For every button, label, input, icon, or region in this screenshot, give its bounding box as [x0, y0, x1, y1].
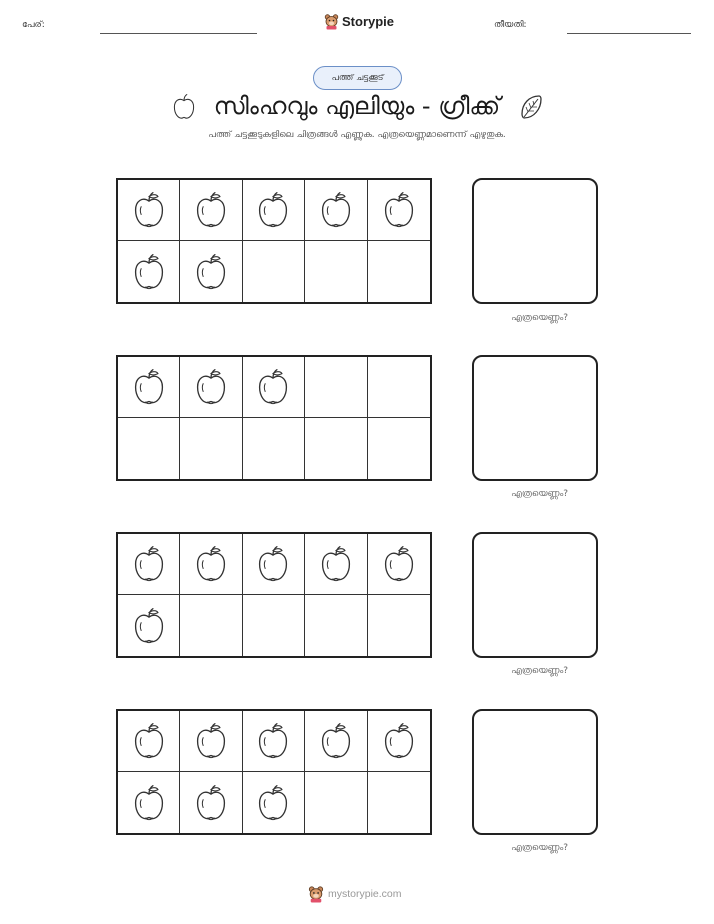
ten-frame-cell	[180, 772, 242, 833]
ten-frame	[116, 709, 432, 835]
bear-mascot-icon	[308, 885, 324, 903]
apple-icon	[256, 722, 290, 760]
ten-frame-cell	[368, 595, 430, 656]
apple-icon	[319, 722, 353, 760]
bear-mascot-icon	[324, 13, 339, 30]
ten-frame-cell	[368, 711, 430, 772]
ten-frame-cell	[243, 595, 305, 656]
ten-frame-cell	[180, 418, 242, 479]
apple-icon	[194, 368, 228, 406]
ten-frame	[116, 532, 432, 658]
ten-frame-cell	[368, 180, 430, 241]
answer-box[interactable]	[472, 355, 598, 481]
worksheet-title: സിംഹവും എലിയും - ഗ്രീക്ക്	[213, 92, 501, 120]
ten-frame-cell	[243, 711, 305, 772]
ten-frame-cell	[118, 418, 180, 479]
worksheet-instructions: പത്ത് ചട്ടക്കൂടുകളിലെ ചിത്രങ്ങൾ എണ്ണുക. എത്രയെണ്ണമാണെന്ന് എഴുതുക.	[208, 130, 506, 140]
apple-icon	[194, 191, 228, 229]
apple-icon	[256, 191, 290, 229]
ten-frame-cell	[305, 241, 367, 302]
brand-logo	[324, 13, 394, 30]
ten-frame-cell	[305, 711, 367, 772]
answer-prompt: എത്രയെണ്ണം?	[511, 489, 568, 499]
ten-frame-cell	[243, 180, 305, 241]
ten-frame-cell	[243, 357, 305, 418]
ten-frame-cell	[305, 357, 367, 418]
answer-box[interactable]	[472, 178, 598, 304]
answer-box[interactable]	[472, 709, 598, 835]
ten-frame-cell	[180, 711, 242, 772]
ten-frame-cell	[118, 180, 180, 241]
worksheet-type-badge: പത്ത് ചട്ടക്കൂട്	[313, 66, 402, 90]
ten-frame-cell	[180, 180, 242, 241]
ten-frame-cell	[118, 357, 180, 418]
ten-frame-cell	[305, 180, 367, 241]
ten-frame-cell	[305, 418, 367, 479]
leaf-icon	[518, 93, 544, 121]
apple-icon	[382, 191, 416, 229]
name-line[interactable]	[100, 33, 257, 34]
ten-frame-cell	[118, 534, 180, 595]
answer-prompt: എത്രയെണ്ണം?	[511, 666, 568, 676]
apple-icon	[194, 722, 228, 760]
ten-frame-cell	[243, 534, 305, 595]
date-line[interactable]	[567, 33, 691, 34]
apple-icon	[132, 607, 166, 645]
apple-icon	[194, 253, 228, 291]
apple-icon	[319, 191, 353, 229]
apple-icon	[256, 545, 290, 583]
apple-icon	[132, 722, 166, 760]
ten-frame	[116, 178, 432, 304]
apple-icon	[132, 545, 166, 583]
apple-icon	[132, 368, 166, 406]
apple-icon	[319, 545, 353, 583]
apple-icon	[256, 368, 290, 406]
ten-frame-cell	[118, 772, 180, 833]
apple-icon	[132, 253, 166, 291]
ten-frame-cell	[180, 357, 242, 418]
ten-frame-cell	[243, 241, 305, 302]
apple-icon	[132, 191, 166, 229]
ten-frame-cell	[368, 534, 430, 595]
ten-frame-cell	[118, 241, 180, 302]
ten-frame-cell	[368, 357, 430, 418]
ten-frame-cell	[180, 241, 242, 302]
apple-icon	[382, 722, 416, 760]
ten-frame-cell	[243, 772, 305, 833]
footer-url[interactable]: mystorypie.com	[328, 888, 402, 900]
answer-prompt: എത്രയെണ്ണം?	[511, 313, 568, 323]
ten-frame-cell	[180, 534, 242, 595]
ten-frame-cell	[305, 772, 367, 833]
ten-frame-cell	[368, 241, 430, 302]
date-label: തീയതി:	[494, 20, 527, 30]
name-label: പേര്:	[22, 20, 45, 30]
answer-box[interactable]	[472, 532, 598, 658]
ten-frame-cell	[368, 418, 430, 479]
ten-frame-cell	[305, 595, 367, 656]
footer	[308, 885, 402, 903]
apple-icon	[194, 784, 228, 822]
apple-icon	[256, 784, 290, 822]
ten-frame-cell	[180, 595, 242, 656]
ten-frame	[116, 355, 432, 481]
ten-frame-cell	[305, 534, 367, 595]
ten-frame-cell	[368, 772, 430, 833]
ten-frame-cell	[243, 418, 305, 479]
apple-icon	[382, 545, 416, 583]
ten-frame-cell	[118, 711, 180, 772]
ten-frame-cell	[118, 595, 180, 656]
brand-name: Storypie	[342, 14, 395, 29]
apple-icon	[132, 784, 166, 822]
answer-prompt: എത്രയെണ്ണം?	[511, 843, 568, 853]
apple-icon	[194, 545, 228, 583]
